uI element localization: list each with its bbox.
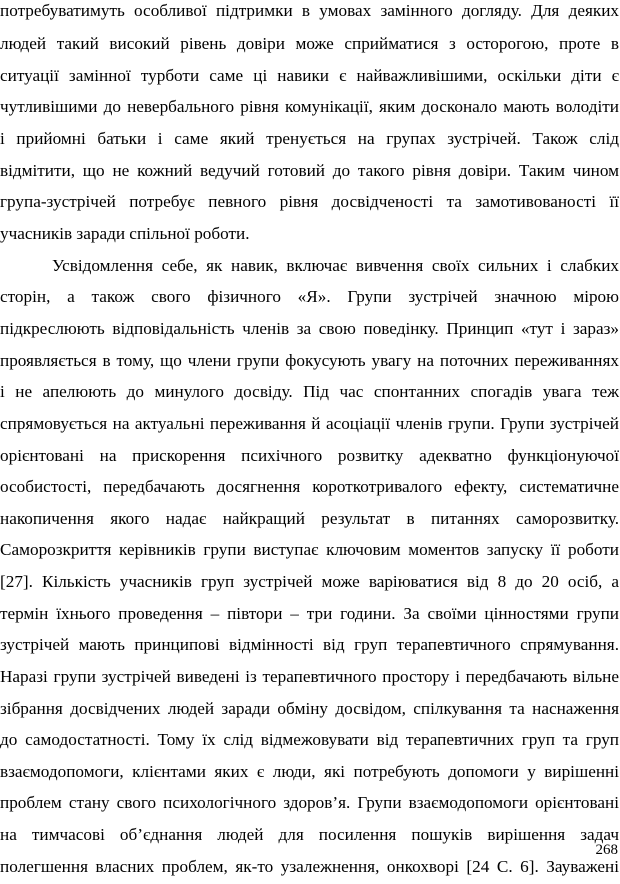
text-line: група-зустрічей потребує певного рівня досвідченості та замотивованості її xyxy=(0,192,619,211)
text-line: і прийомні батьки і саме який тренується на групах зустрічей. Також слід xyxy=(0,129,619,148)
text-line: сторін, а також свого фізичного «Я». Групи зустрічей значною мірою xyxy=(0,287,619,306)
text-line: проявляється в тому, що члени групи фокусують увагу на поточних переживаннях xyxy=(0,351,619,370)
text-line: потребуватимуть особливої підтримки в умовах замінного догляду. Для деяких xyxy=(0,1,619,20)
text-line: чутливішими до невербального рівня комунікації, яким досконало мають володіти xyxy=(0,97,619,116)
text-line: Наразі групи зустрічей виведені із терапевтичного простору і передбачають вільне xyxy=(0,667,619,686)
text-line: орієнтовані на прискорення психічного розвитку адекватно функціонуючої xyxy=(0,446,619,465)
text-line: Саморозкриття керівників групи виступає ключовим моментов запуску її роботи xyxy=(0,540,619,559)
text-line: взаємодопомоги, клієнтами яких є люди, які потребують допомоги у вирішенні xyxy=(0,762,619,781)
text-line: зібрання досвідчених людей заради обміну досвідом, спілкування та наснаження xyxy=(0,699,619,718)
text-line: учасників заради спільної роботи. xyxy=(0,224,250,243)
text-line: термін їхнього проведення – півтори – три години. За своїми цінностями групи xyxy=(0,604,619,623)
text-line: проблем стану свого психологічного здоров’я. Групи взаємодопомоги орієнтовані xyxy=(0,793,619,812)
text-line: зустрічей мають принципові відмінності від груп терапевтичного спрямування. xyxy=(0,635,619,654)
text-line: ситуації замінної турботи саме ці навики є найважливішими, оскільки діти є xyxy=(0,66,619,85)
page-number: 268 xyxy=(595,842,618,858)
text-line: людей такий високий рівень довіри може сприйматися з осторогою, проте в xyxy=(0,34,619,53)
text-line: до самодостатності. Тому їх слід відмежовувати від терапевтичних груп та груп xyxy=(0,730,619,749)
text-line: Усвідомлення себе, як навик, включає вивчення своїх сильних і слабких xyxy=(52,256,619,275)
text-line: накопичення якого надає найкращий результат в питаннях саморозвитку. xyxy=(0,509,619,528)
text-line: полегшення власних проблем, як-то узалежнення, онкохворі [24 С. 6]. Зауважені xyxy=(0,857,619,876)
text-line: спрямовується на актуальні переживання й асоціації членів групи. Групи зустрічей xyxy=(0,414,619,433)
text-line: [27]. Кількість учасників груп зустрічей може варіюватися від 8 до 20 осіб, а xyxy=(0,572,619,591)
text-line: особистості, передбачають досягнення короткотривалого ефекту, систематичне xyxy=(0,477,619,496)
text-line: відмітити, що не кожний ведучий готовий до такого рівня довіри. Таким чином xyxy=(0,161,619,180)
text-line: і не апелюють до минулого досвіду. Під час спонтанних спогадів увага теж xyxy=(0,382,619,401)
text-line: підкреслюють відповідальність членів за свою поведінку. Принцип «тут і зараз» xyxy=(0,319,619,338)
text-line: на тимчасові об’єднання людей для посилення пошуків вирішення задач xyxy=(0,825,619,844)
